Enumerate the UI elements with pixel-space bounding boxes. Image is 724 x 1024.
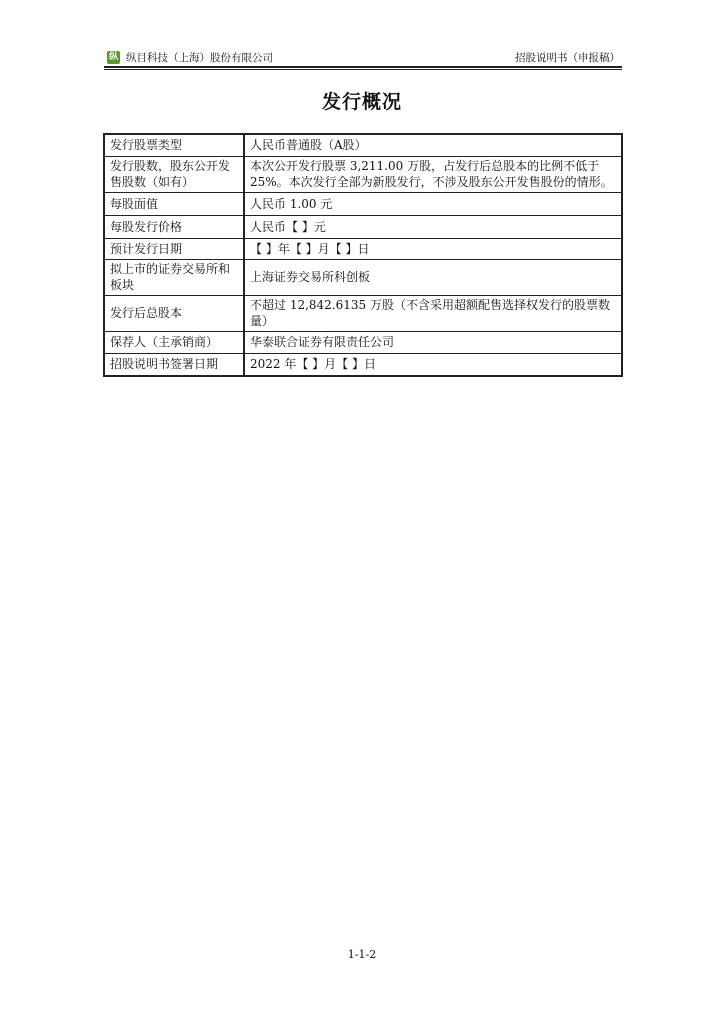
- page-number: 1-1-2: [347, 948, 377, 961]
- table-row: [104, 192, 622, 215]
- row-label: 每股发行价格: [104, 215, 244, 238]
- row-label: 发行后总股本: [104, 295, 244, 331]
- row-label: 每股面值: [104, 192, 244, 215]
- row-label: 发行股数，股东公开发售股数（如有）: [104, 156, 244, 192]
- table-row: [104, 295, 622, 331]
- table-row: [104, 156, 622, 192]
- row-value: 不超过 12,842.6135 万股（不含采用超额配售选择权发行的股票数量）: [244, 295, 622, 331]
- row-value: 2022 年【 】月【 】日: [244, 353, 622, 376]
- row-value: 华泰联合证券有限责任公司: [244, 331, 622, 353]
- page-header: [104, 50, 622, 66]
- row-value: 人民币【 】元: [244, 215, 622, 238]
- table-row: [104, 215, 622, 238]
- table-row: [104, 134, 622, 156]
- document-type: 招股说明书（申报稿）: [515, 52, 620, 64]
- header-divider: [104, 66, 622, 70]
- row-label: 预计发行日期: [104, 238, 244, 259]
- company-logo-icon: 纵: [108, 52, 118, 62]
- company-name: 纵目科技（上海）股份有限公司: [126, 52, 273, 64]
- row-label: 招股说明书签署日期: [104, 353, 244, 376]
- table-row: [104, 331, 622, 353]
- row-value: 人民币普通股（A股）: [244, 134, 622, 156]
- row-label: 发行股票类型: [104, 134, 244, 156]
- row-value: 【 】年【 】月【 】日: [244, 238, 622, 259]
- table-row: [104, 353, 622, 376]
- row-label: 拟上市的证券交易所和板块: [104, 259, 244, 295]
- table-row: [104, 238, 622, 259]
- row-value: 上海证券交易所科创板: [244, 259, 622, 295]
- table-row: [104, 259, 622, 295]
- offering-overview-table: [103, 133, 623, 377]
- row-value: 本次公开发行股票 3,211.00 万股，占发行后总股本的比例不低于 25%。本次发行全部为新股发行，不涉及股东公开发售股份的情形。: [244, 156, 622, 192]
- row-label: 保荐人（主承销商）: [104, 331, 244, 353]
- row-value: 人民币 1.00 元: [244, 192, 622, 215]
- page-title: 发行概况: [321, 91, 402, 113]
